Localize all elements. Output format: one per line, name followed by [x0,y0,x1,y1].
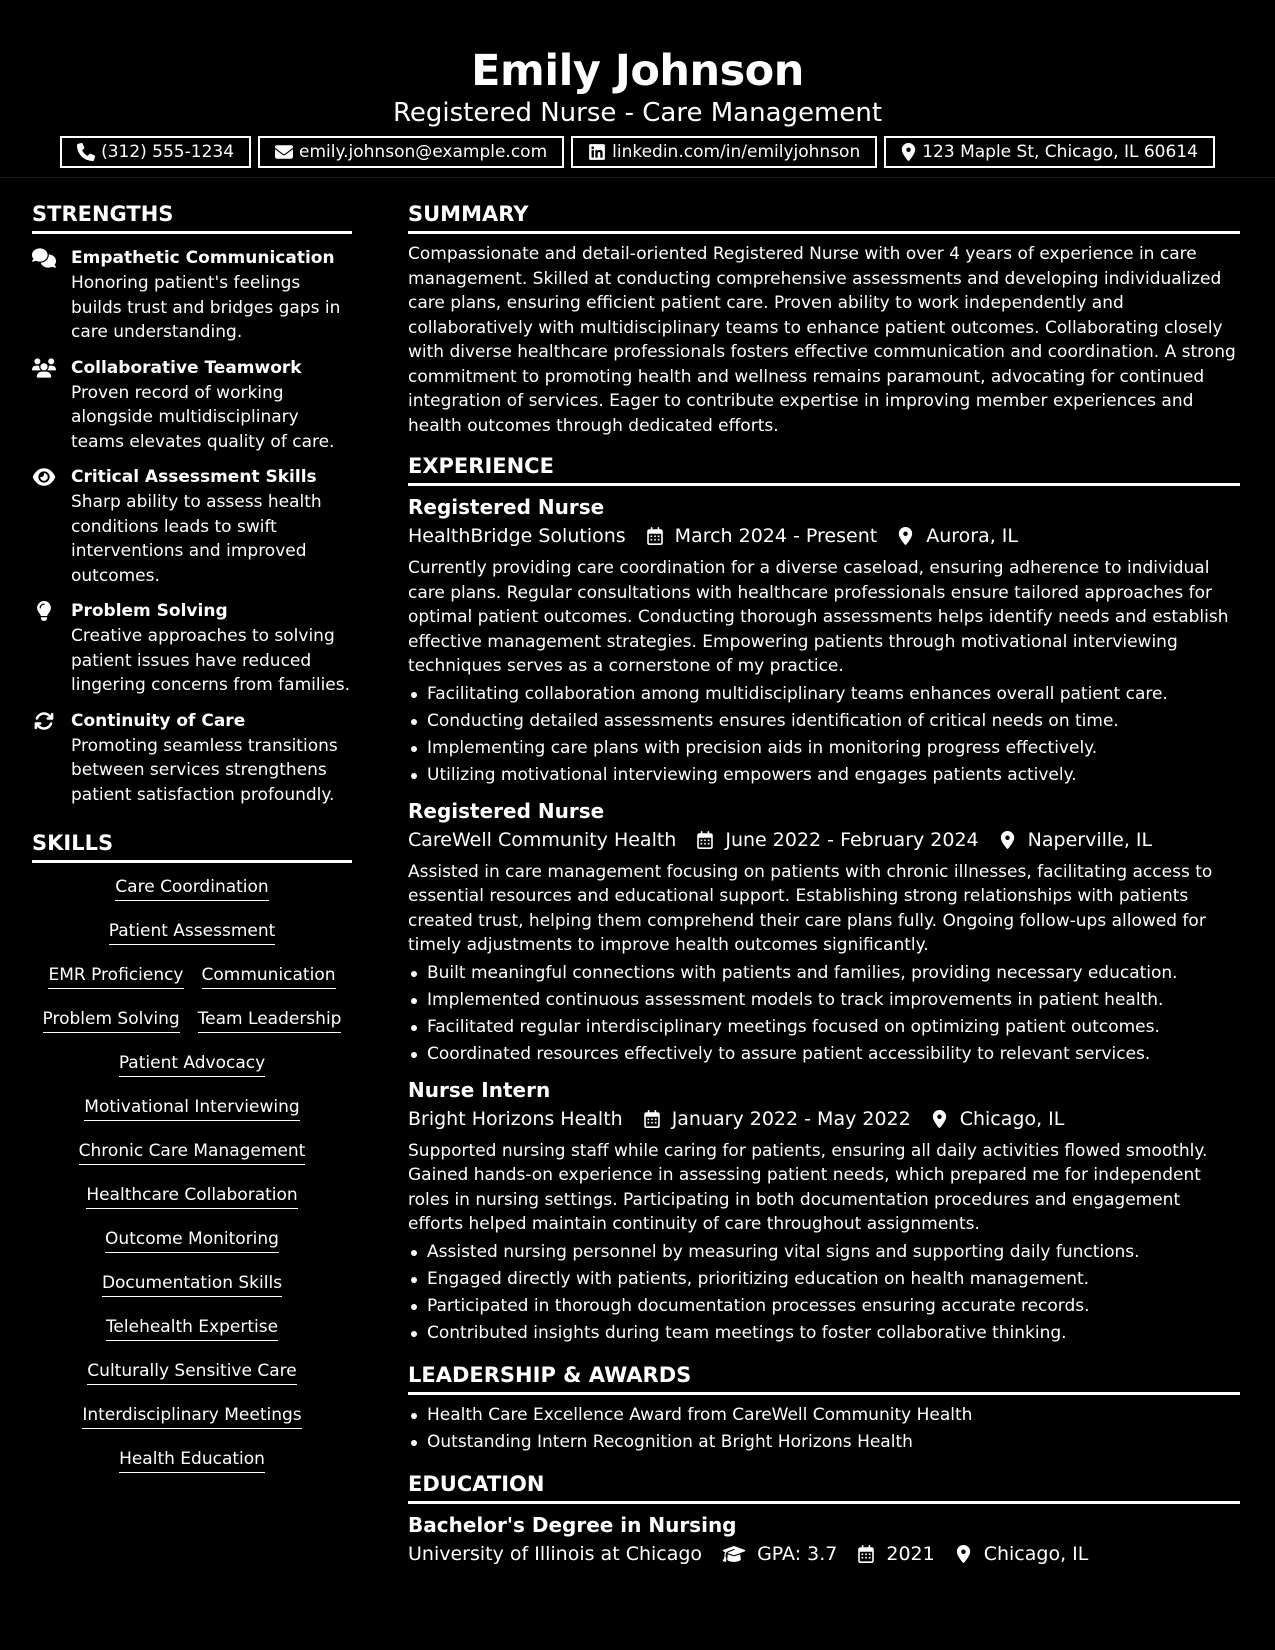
strength-title: Critical Assessment Skills [71,467,317,487]
contact-phone[interactable] [60,136,251,168]
experience-section [408,453,1240,1347]
job-description: Assisted in care management focusing on patients with chronic illnesses, facilitating access to essential resources and educational support. Establishing strong relationships with patients created trust, helping them comprehend their care plans fully. Ongoing follow-ups allowed for timely adjustments to improve health outcomes significantly. [408,861,1213,955]
job-description: Currently providing care coordination for a diverse caseload, ensuring adherence to individual care plans. Regular consultations with healthcare professionals ensure tailored approaches for optimal patient outcomes. Conducting thorough assessments helps identify needs and establish effective management strategies. Empowering patients through motivational interviewing techniques serves as a cornerstone of my practice. [408,558,1229,676]
education-location: Chicago, IL [983,1542,1089,1565]
skill-tag: EMR Proficiency [48,963,183,989]
job-location: Aurora, IL [926,525,1018,547]
skill-tag: Problem Solving [43,1007,180,1033]
list-item: Conducting detailed assessments ensures identification of critical needs on time. [408,708,1240,735]
job-meta [408,1104,1240,1134]
linkedin-text: linkedin.com/in/emilyjohnson [612,142,861,162]
job-meta [408,825,1240,855]
strength-item [32,465,352,588]
job-dates: March 2024 - Present [674,525,878,547]
skills-list [32,875,352,1491]
graduation-cap-icon [722,1545,746,1563]
strength-desc: Honoring patient's feelings builds trust and bridges gaps in care understanding. [71,273,341,342]
degree-title: Bachelor's Degree in Nursing [408,1512,737,1537]
job-location: Chicago, IL [959,1107,1065,1130]
education-meta [408,1539,1240,1569]
job-bullets [408,1239,1240,1347]
skill-tag: Outcome Monitoring [105,1227,279,1253]
strengths-section [32,178,352,807]
candidate-name: Emily Johnson [471,46,804,96]
calendar-icon [646,527,664,545]
skill-tag: Documentation Skills [102,1271,282,1297]
awards-list [408,1402,1240,1456]
comments-icon [32,248,56,268]
job-description: Supported nursing staff while caring for patients, ensuring all daily activities flowed smoothly. Gained hands-on experience in assessing patient needs, which prepared me for independent roles in nursing settings. Participating in both documentation procedures and engagement efforts helped maintain continuity of care throughout assignments. [408,1140,1208,1234]
strength-title: Collaborative Teamwork [71,357,302,378]
job-bullets [408,681,1240,789]
strength-desc: Proven record of working alongside multidisciplinary teams elevates quality of care. [71,382,335,452]
contact-address[interactable] [884,136,1215,168]
skill-tag: Care Coordination [115,875,268,901]
job-entry [408,797,1240,1068]
calendar-icon [643,1110,661,1128]
phone-icon [77,143,95,161]
users-icon [32,358,56,378]
education-heading: EDUCATION [408,1471,1240,1504]
list-item: Assisted nursing personnel by measuring vital signs and supporting daily functions. [408,1239,1240,1266]
job-bullets [408,960,1240,1068]
graduation-year: 2021 [886,1542,935,1565]
calendar-icon [696,831,714,849]
skill-tag: Motivational Interviewing [84,1095,299,1121]
school-name: University of Illinois at Chicago [408,1542,703,1565]
list-item: Participated in thorough documentation processes ensuring accurate records. [408,1293,1240,1320]
strength-desc: Sharp ability to assess health conditions leads to swift interventions and improved outcomes. [71,492,322,586]
strength-title: Problem Solving [71,601,228,621]
main-column [408,178,1240,1569]
lightbulb-icon [32,601,56,621]
list-item: Health Care Excellence Award from CareWell Community Health [408,1402,1240,1429]
experience-heading: EXPERIENCE [408,453,1240,486]
map-pin-icon [898,527,913,545]
strength-desc: Creative approaches to solving patient issues have reduced lingering concerns from families. [71,626,351,695]
list-item: Contributed insights during team meetings to foster collaborative thinking. [408,1320,1240,1347]
list-item: Facilitated regular interdisciplinary meetings focused on optimizing patient outcomes. [408,1014,1240,1041]
skill-tag: Team Leadership [198,1007,342,1033]
summary-heading: SUMMARY [408,201,1240,234]
list-item: Implemented continuous assessment models to track improvements in patient health. [408,987,1240,1014]
list-item: Facilitating collaboration among multidisciplinary teams enhances overall patient care. [408,681,1240,708]
left-column [32,178,352,1491]
education-section [408,1471,1240,1569]
address-text: 123 Maple St, Chicago, IL 60614 [922,142,1198,162]
skill-tag: Healthcare Collaboration [86,1183,297,1209]
summary-section [408,178,1240,438]
list-item: Coordinated resources effectively to assure patient accessibility to relevant services. [408,1041,1240,1068]
job-company: HealthBridge Solutions [408,525,626,547]
phone-text: (312) 555-1234 [101,142,235,162]
job-location: Naperville, IL [1027,828,1153,851]
map-pin-icon [932,1110,947,1128]
strengths-heading: STRENGTHS [32,201,352,234]
gpa-text: GPA: 3.7 [757,1542,838,1565]
job-title: Registered Nurse [408,495,605,519]
email-text: emily.johnson@example.com [299,142,548,162]
skill-tag: Health Education [119,1447,265,1473]
list-item: Engaged directly with patients, prioritizing education on health management. [408,1266,1240,1293]
sync-icon [32,711,56,731]
awards-heading: LEADERSHIP & AWARDS [408,1362,1240,1395]
strength-item [32,599,352,698]
job-company: Bright Horizons Health [408,1107,623,1130]
linkedin-icon [588,143,606,161]
map-pin-icon [901,143,916,161]
list-item: Built meaningful connections with patients and families, providing necessary education. [408,960,1240,987]
contact-email[interactable] [258,136,564,168]
job-meta [408,521,1240,551]
list-item: Outstanding Intern Recognition at Bright Horizons Health [408,1429,1240,1456]
list-item: Utilizing motivational interviewing empowers and engages patients actively. [408,762,1240,789]
job-company: CareWell Community Health [408,828,677,851]
job-dates: June 2022 - February 2024 [725,828,979,851]
skill-tag: Chronic Care Management [79,1139,306,1165]
skill-tag: Culturally Sensitive Care [87,1359,296,1385]
map-pin-icon [1000,831,1015,849]
awards-section [408,1362,1240,1456]
strength-item [32,709,352,808]
strength-desc: Promoting seamless transitions between services strengthens patient satisfaction profoundly. [71,735,338,805]
skill-tag: Interdisciplinary Meetings [82,1403,301,1429]
strength-item [32,356,352,455]
strength-item [32,246,352,345]
map-pin-icon [956,1545,971,1563]
contact-bar [0,136,1275,168]
job-title: Registered Nurse [408,798,605,823]
skill-tag: Communication [202,963,336,989]
summary-text: Compassionate and detail-oriented Registered Nurse with over 4 years of experience in care management. Skilled at conducting comprehensive assessments and developing individualized care plans, ensuring efficient patient care. Proven ability to work independently and collaboratively with multidisciplinary teams to enhance patient outcomes. Collaborating closely with diverse healthcare professionals fosters effective communication and coordination. A strong commitment to promoting health and wellness remains paramount, advocating for continued integration of services. Eager to contribute expertise in improving member experiences and health outcomes through dedicated efforts. [408,244,1236,436]
job-entry [408,493,1240,789]
skills-heading: SKILLS [32,830,352,863]
eye-icon [32,467,56,487]
skill-tag: Patient Assessment [109,919,276,945]
skill-tag: Telehealth Expertise [106,1315,278,1341]
skills-section [32,830,352,1491]
job-entry [408,1076,1240,1347]
skill-tag: Patient Advocacy [119,1051,265,1077]
strength-title: Empathetic Communication [71,248,335,268]
candidate-title: Registered Nurse - Care Management [392,98,883,128]
envelope-icon [275,143,293,161]
job-title: Nurse Intern [408,1077,551,1102]
list-item: Implementing care plans with precision aids in monitoring progress effectively. [408,735,1240,762]
job-dates: January 2022 - May 2022 [671,1107,911,1130]
strength-title: Continuity of Care [71,710,246,731]
calendar-icon [857,1545,875,1563]
resume-header [0,0,1275,178]
contact-linkedin[interactable] [571,136,877,168]
